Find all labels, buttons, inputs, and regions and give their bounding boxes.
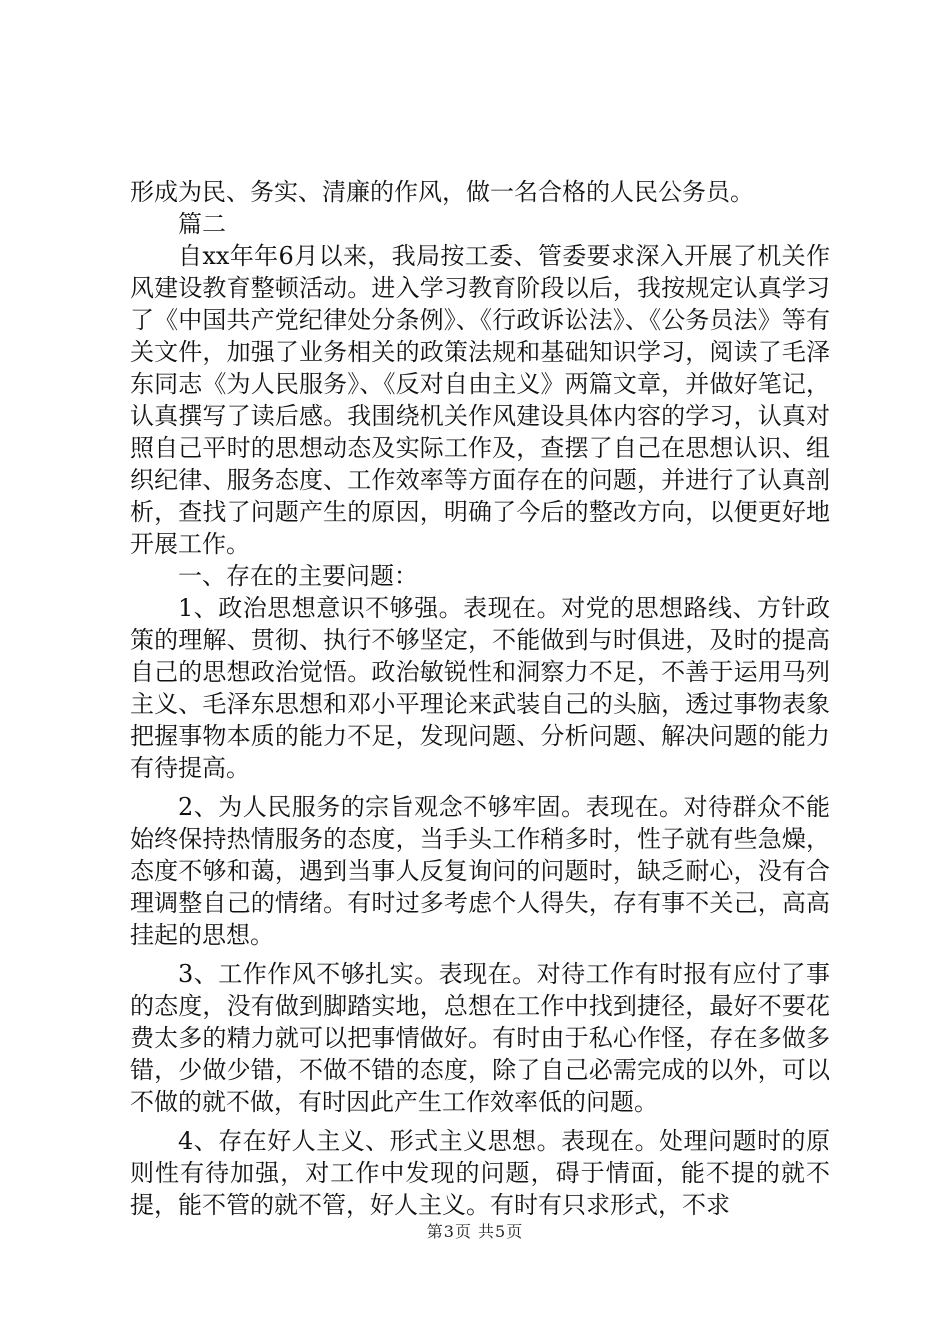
paragraph: 3、工作作风不够扎实。表现在。对待工作有时报有应付了事的态度，没有做到脚踏实地，总想在工作中找到捷径，最好不要花费太多的精力就可以把事情做好。有时由于私心作怪，存在多做多错，少做少错，不做不错的态度，除了自己必需完成的以外，可以不做的就不做，有时因此产生工作效率低的问题。	[130, 960, 830, 1116]
body-text	[130, 176, 830, 1221]
paragraph: 4、存在好人主义、形式主义思想。表现在。处理问题时的原则性有待加强，对工作中发现的问题，碍于情面，能不提的就不提，能不管的就不管，好人主义。有时有只求形式，不求	[130, 1127, 830, 1219]
paragraph: 1、政治思想意识不够强。表现在。对党的思想路线、方针政策的理解、贯彻、执行不够坚定，不能做到与时俱进，及时的提高自己的思想政治觉悟。政治敏锐性和洞察力不足，不善于运用马列主义、毛泽东思想和邓小平理论来武装自己的头脑，透过事物表象把握事物本质的能力不足，发现问题、分析问题、解决问题的能力有待提高。	[130, 594, 830, 782]
paragraph: 2、为人民服务的宗旨观念不够牢固。表现在。对待群众不能始终保持热情服务的态度，当手头工作稍多时，性子就有些急燥，态度不够和蔼，遇到当事人反复询问的问题时，缺乏耐心，没有合理调整自己的情绪。有时过多考虑个人得失，存有事不关己，高高挂起的思想。	[130, 793, 830, 949]
page-footer: 第3页 共5页	[426, 1222, 524, 1241]
section-heading: 篇二	[178, 210, 226, 238]
paragraph: 自xx年年6月以来，我局按工委、管委要求深入开展了机关作风建设教育整顿活动。进入学习教育阶段以后，我按规定认真学习了《中国共产党纪律处分条例》、《行政诉讼法》、《公务员法》等有关文件，加强了业务相关的政策法规和基础知识学习，阅读了毛泽东同志《为人民服务》、《反对自由主义》两篇文章，并做好笔记，认真撰写了读后感。我围绕机关作风建设具体内容的学习，认真对照自己平时的思想动态及实际工作及，查摆了自己在思想认识、组织纪律、服务态度、工作效率等方面存在的问题，并进行了认真剖析，查找了问题产生的原因，明确了今后的整改方向，以便更好地开展工作。	[130, 242, 830, 558]
subsection-heading: 一、存在的主要问题：	[178, 562, 418, 590]
paragraph-continuation: 形成为民、务实、清廉的作风，做一名合格的人民公务员。	[130, 178, 754, 206]
